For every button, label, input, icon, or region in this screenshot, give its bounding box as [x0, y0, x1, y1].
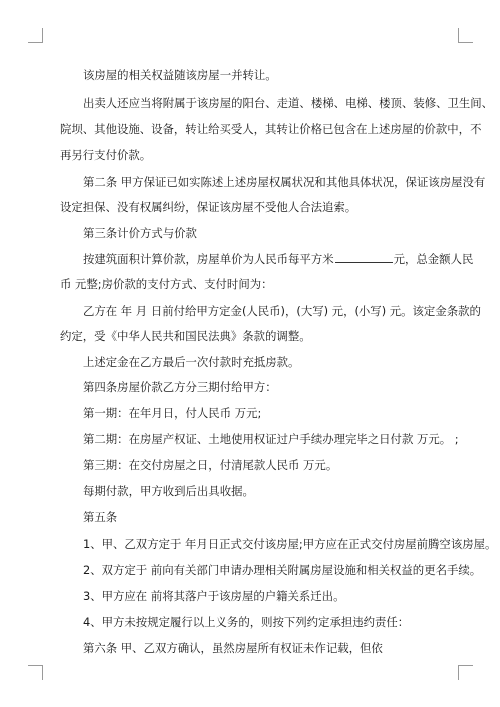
- paragraph-line: 第二期：在房屋产权证、土地使用权证过户手续办理完毕之日付款 万元。 ;: [83, 432, 459, 446]
- paragraph-line: 再另行支付价款。: [60, 148, 152, 162]
- paragraph-line: 院坝、其他设施、设备，转让给买受人，其转让价格已包含在上述房屋的价款中，不: [60, 122, 482, 136]
- paragraph-line: 4、甲方未按规定履行以上义务的，则按下列约定承担违约责任：: [83, 615, 410, 629]
- paragraph-line: 乙方在 年 月 日前付给甲方定金(人民币)，(大写) 元，(小写) 元。该定金条款的: [83, 304, 481, 318]
- paragraph-line: 每期付款，甲方收到后出具收据。: [83, 484, 254, 498]
- paragraph-line: 该房屋的相关权益随该房屋一并转让。: [83, 68, 277, 82]
- crop-mark-bottom-left: [28, 665, 43, 680]
- section-heading: 第五条: [83, 510, 118, 524]
- paragraph-line: 第三期：在交付房屋之日，付清尾款人民币 万元。: [83, 458, 338, 472]
- paragraph-line: 币 元整;房价款的支付方式、支付时间为：: [60, 277, 273, 291]
- paragraph-line: 上述定金在乙方最后一次付款时充抵房款。: [83, 355, 300, 369]
- paragraph-line: 2、双方定于 前向有关部门申请办理相关附属房屋设施和相关权益的更名手续。: [83, 563, 482, 577]
- crop-mark-bottom-right: [458, 665, 473, 680]
- crop-mark-top-right: [458, 28, 473, 43]
- paragraph-line: 出卖人还应当将附属于该房屋的阳台、走道、楼梯、电梯、楼顶、装修、卫生间、: [83, 96, 494, 110]
- section-heading: 第六条 甲、乙双方确认，虽然房屋所有权证未作记载，但依: [83, 641, 383, 655]
- paragraph-line: 1、甲、乙双方定于 年月日正式交付该房屋;甲方应在正式交付房屋前腾空该房屋。: [83, 537, 497, 551]
- paragraph-line: [83, 251, 473, 267]
- price-text-after: 元，总金额人民: [393, 252, 474, 266]
- paragraph-line: 第二条 甲方保证已如实陈述上述房屋权属状况和其他具体状况，保证该房屋没有: [83, 175, 486, 189]
- section-heading: 第四条房屋价款乙方分三期付给甲方：: [83, 380, 277, 394]
- paragraph-line: 3、甲方应在 前将其落户于该房屋的户籍关系迁出。: [83, 589, 345, 603]
- paragraph-line: 设定担保、没有权属纠纷，保证该房屋不受他人合法追索。: [60, 200, 357, 214]
- paragraph-line: 约定，受《中华人民共和国民法典》条款的调整。: [60, 329, 311, 343]
- price-blank-field: [335, 251, 393, 263]
- paragraph-line: 第一期：在年月日，付人民币 万元;: [83, 406, 262, 420]
- price-text-before: 按建筑面积计算价款，房屋单价为人民币每平方米: [83, 252, 334, 266]
- section-heading: 第三条计价方式与价款: [83, 226, 197, 240]
- crop-mark-top-left: [28, 28, 43, 43]
